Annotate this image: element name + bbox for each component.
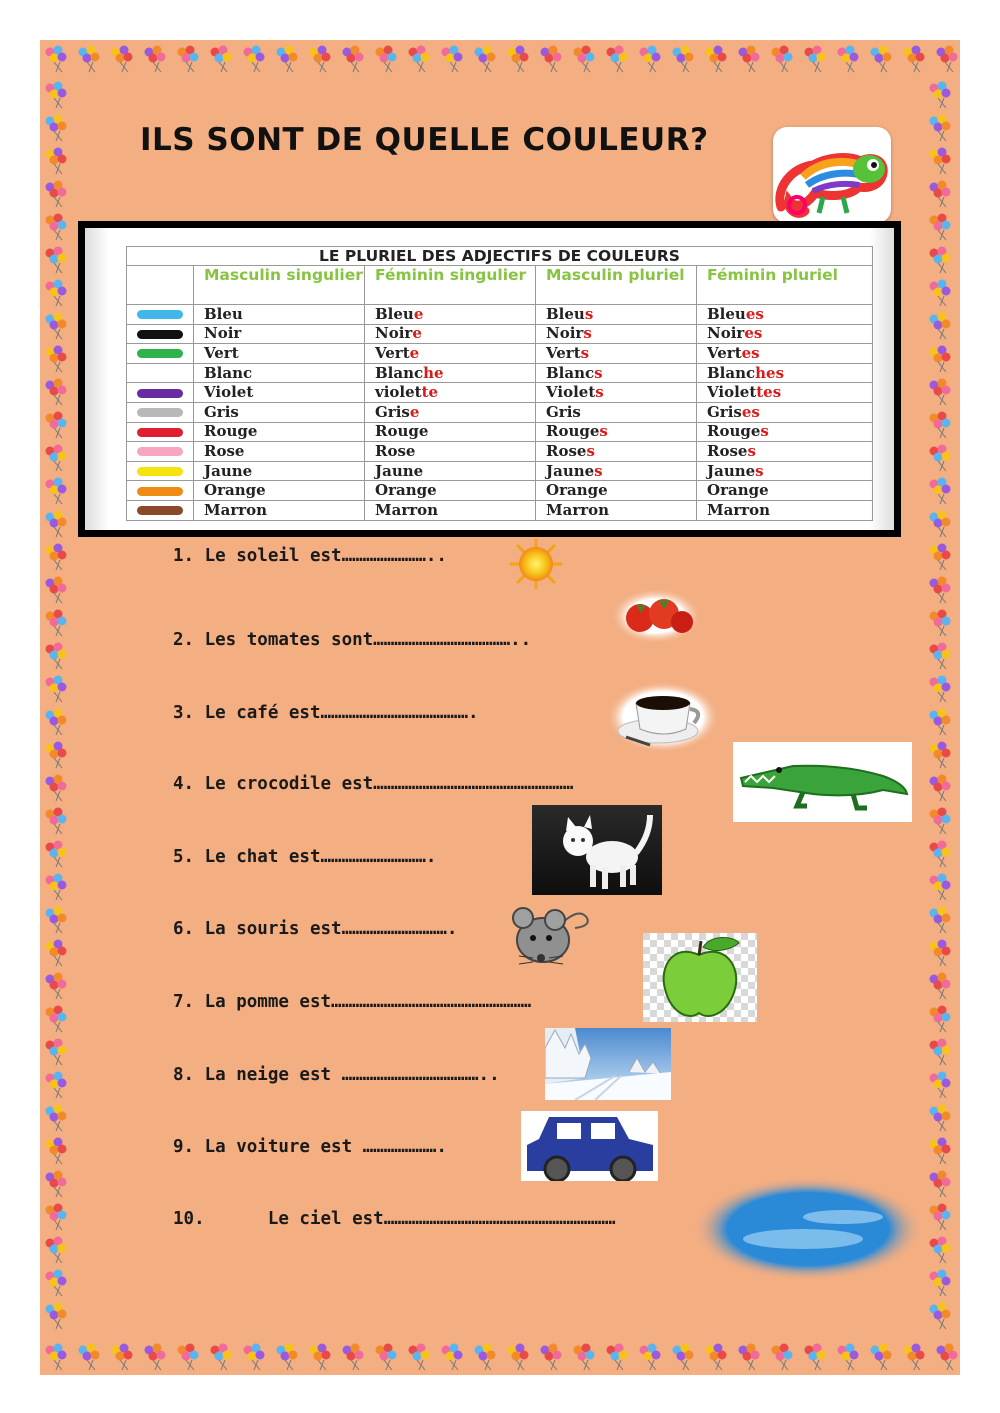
balloon-icon: [46, 643, 67, 670]
balloon-icon: [930, 346, 951, 373]
cell-masc-sing: Bleu: [194, 305, 365, 325]
cell-fem-sing: Noire: [365, 324, 536, 344]
table-row: [127, 442, 873, 462]
cell-masc-plur: Jaunes: [536, 461, 697, 481]
cell-fem-plur: Roses: [697, 442, 873, 462]
cell-fem-plur: Blanches: [697, 363, 873, 383]
balloon-icon: [673, 1344, 694, 1371]
balloon-icon: [541, 46, 562, 73]
balloon-icon: [904, 1344, 925, 1371]
balloon-icon: [46, 610, 67, 637]
ending-highlight: s: [760, 422, 769, 441]
balloon-icon: [930, 544, 951, 571]
color-swatch: [137, 349, 183, 358]
cell-fem-plur: Noires: [697, 324, 873, 344]
color-swatch: [137, 428, 183, 437]
balloon-icon: [930, 907, 951, 934]
balloon-icon: [46, 577, 67, 604]
balloon-icon: [46, 544, 67, 571]
mouse-image: [509, 896, 591, 974]
balloon-icon: [930, 478, 951, 505]
cell-fem-sing: Orange: [365, 481, 536, 501]
balloon-icon: [930, 709, 951, 736]
balloon-icon: [112, 46, 133, 73]
ending-highlight: s: [586, 441, 595, 460]
balloon-icon: [930, 1138, 951, 1165]
balloon-icon: [46, 775, 67, 802]
color-swatch: [137, 447, 183, 456]
ending-highlight: s: [594, 363, 603, 382]
balloon-icon: [930, 808, 951, 835]
balloon-icon: [46, 742, 67, 769]
balloon-icon: [930, 280, 951, 307]
balloon-icon: [930, 940, 951, 967]
balloon-icon: [871, 46, 892, 73]
ending-highlight: s: [584, 304, 594, 323]
cell-fem-sing: Rose: [365, 442, 536, 462]
ending-highlight: s: [747, 441, 756, 460]
balloon-icon: [178, 1344, 199, 1371]
balloon-icon: [46, 247, 67, 274]
balloon-icon: [930, 676, 951, 703]
balloon-icon: [930, 1072, 951, 1099]
balloon-icon: [376, 1344, 397, 1371]
cell-masc-plur: Rouges: [536, 422, 697, 442]
balloon-icon: [739, 46, 760, 73]
ending-highlight: s: [580, 343, 590, 362]
cell-masc-sing: Violet: [194, 383, 365, 403]
balloon-icon: [277, 46, 298, 73]
table-row: [127, 461, 873, 481]
white-cat-image: [532, 805, 662, 895]
color-table-frame: [78, 221, 901, 537]
balloon-icon: [46, 46, 67, 73]
balloon-icon: [930, 643, 951, 670]
cell-masc-plur: Bleus: [536, 305, 697, 325]
balloon-icon: [310, 1344, 331, 1371]
balloon-icon: [930, 1039, 951, 1066]
balloon-icon: [343, 46, 364, 73]
cell-fem-sing: Grise: [365, 402, 536, 422]
balloon-icon: [838, 46, 859, 73]
balloon-icon: [46, 181, 67, 208]
balloon-icon: [574, 1344, 595, 1371]
balloon-icon: [930, 1237, 951, 1264]
balloon-icon: [46, 346, 67, 373]
balloon-icon: [145, 1344, 166, 1371]
question-7: 7. La pomme est…………………………………………………: [173, 992, 532, 1012]
crocodile-image: [733, 742, 912, 822]
ending-highlight: es: [745, 304, 764, 323]
balloon-border-right: [924, 76, 960, 1338]
balloon-icon: [706, 46, 727, 73]
table-row: [127, 305, 873, 325]
table-row: [127, 324, 873, 344]
color-swatch: [137, 506, 183, 515]
cell-masc-plur: Violets: [536, 383, 697, 403]
balloon-icon: [46, 808, 67, 835]
balloon-icon: [574, 46, 595, 73]
balloon-icon: [904, 46, 925, 73]
balloon-icon: [46, 940, 67, 967]
balloon-icon: [508, 1344, 529, 1371]
balloon-icon: [930, 313, 951, 340]
cell-masc-plur: Gris: [536, 402, 697, 422]
ending-highlight: te: [421, 383, 439, 402]
balloon-icon: [930, 742, 951, 769]
header-masc-sing: Masculin singulier: [194, 266, 365, 305]
cell-masc-plur: Verts: [536, 344, 697, 364]
balloon-icon: [46, 445, 67, 472]
cell-fem-sing: Jaune: [365, 461, 536, 481]
ending-highlight: s: [599, 422, 608, 441]
balloon-icon: [46, 874, 67, 901]
question-2: 2. Les tomates sont…………………………………..: [173, 630, 532, 650]
ending-highlight: e: [412, 324, 422, 343]
balloon-icon: [706, 1344, 727, 1371]
balloon-icon: [607, 1344, 628, 1371]
balloon-icon: [930, 82, 951, 109]
color-adjectives-table: [126, 246, 873, 521]
balloon-icon: [277, 1344, 298, 1371]
ending-highlight: e: [409, 402, 420, 421]
question-8: 8. La neige est …………………………………..: [173, 1065, 500, 1085]
question-10: 10. Le ciel est…………………………………………………………: [173, 1209, 616, 1229]
cell-fem-plur: Orange: [697, 481, 873, 501]
balloon-icon: [937, 1344, 958, 1371]
balloon-icon: [409, 1344, 430, 1371]
cell-masc-sing: Gris: [194, 402, 365, 422]
ending-highlight: es: [741, 402, 760, 421]
balloon-icon: [640, 1344, 661, 1371]
balloon-icon: [244, 1344, 265, 1371]
balloon-icon: [46, 115, 67, 142]
cell-fem-plur: Rouges: [697, 422, 873, 442]
balloon-icon: [211, 46, 232, 73]
color-swatch: [137, 310, 183, 319]
balloon-icon: [343, 1344, 364, 1371]
cell-masc-plur: Noirs: [536, 324, 697, 344]
balloon-icon: [442, 46, 463, 73]
question-6: 6. La souris est………………………….: [173, 919, 458, 939]
balloon-icon: [673, 46, 694, 73]
balloon-icon: [46, 676, 67, 703]
coffee-image: [606, 681, 720, 753]
balloon-icon: [930, 577, 951, 604]
balloon-border-left: [40, 76, 76, 1338]
cell-masc-sing: Rose: [194, 442, 365, 462]
balloon-border-top: [40, 40, 960, 76]
balloon-icon: [178, 46, 199, 73]
cell-fem-plur: Jaunes: [697, 461, 873, 481]
balloon-icon: [46, 82, 67, 109]
balloon-icon: [930, 610, 951, 637]
question-4: 4. Le crocodile est…………………………………………………: [173, 774, 574, 794]
balloon-icon: [46, 709, 67, 736]
balloon-icon: [46, 511, 67, 538]
balloon-icon: [46, 1270, 67, 1297]
color-swatch: [137, 369, 183, 378]
table-row: [127, 344, 873, 364]
cell-fem-sing: violette: [365, 383, 536, 403]
balloon-icon: [805, 46, 826, 73]
balloon-icon: [46, 1072, 67, 1099]
balloon-icon: [409, 46, 430, 73]
color-swatch: [137, 487, 183, 496]
tomatoes-image: [610, 588, 702, 644]
balloon-icon: [930, 1105, 951, 1132]
balloon-icon: [930, 1006, 951, 1033]
cell-masc-plur: Blancs: [536, 363, 697, 383]
cell-masc-plur: Orange: [536, 481, 697, 501]
balloon-icon: [46, 1204, 67, 1231]
question-9: 9. La voiture est ………………….: [173, 1137, 447, 1157]
question-1: 1. Le soleil est……………………..: [173, 546, 447, 566]
table-row: [127, 422, 873, 442]
balloon-icon: [46, 214, 67, 241]
table-row: [127, 383, 873, 403]
balloon-icon: [930, 511, 951, 538]
balloon-icon: [930, 973, 951, 1000]
ending-highlight: s: [594, 461, 603, 480]
table-row: [127, 363, 873, 383]
cell-fem-plur: Bleues: [697, 305, 873, 325]
balloon-icon: [772, 46, 793, 73]
balloon-icon: [930, 1270, 951, 1297]
balloon-icon: [930, 181, 951, 208]
cell-fem-sing: Rouge: [365, 422, 536, 442]
balloon-icon: [112, 1344, 133, 1371]
snow-image: [545, 1028, 671, 1100]
balloon-icon: [930, 1204, 951, 1231]
ending-highlight: s: [583, 324, 592, 343]
balloon-icon: [805, 1344, 826, 1371]
table-caption: LE PLURIEL DES ADJECTIFS DE COULEURS: [127, 247, 873, 266]
ending-highlight: he: [423, 363, 444, 382]
ending-highlight: es: [744, 324, 763, 343]
balloon-icon: [930, 247, 951, 274]
cell-masc-sing: Blanc: [194, 363, 365, 383]
balloon-icon: [541, 1344, 562, 1371]
header-fem-sing: Féminin singulier: [365, 266, 536, 305]
balloon-icon: [46, 907, 67, 934]
cell-masc-sing: Orange: [194, 481, 365, 501]
balloon-icon: [310, 46, 331, 73]
ending-highlight: e: [409, 343, 420, 362]
cell-fem-plur: Violettes: [697, 383, 873, 403]
header-masc-plur: Masculin pluriel: [536, 266, 697, 305]
balloon-icon: [46, 280, 67, 307]
cell-fem-sing: Bleue: [365, 305, 536, 325]
cell-fem-plur: Marron: [697, 500, 873, 520]
balloon-icon: [211, 1344, 232, 1371]
ending-highlight: e: [413, 304, 424, 323]
balloon-icon: [46, 1039, 67, 1066]
cell-masc-sing: Noir: [194, 324, 365, 344]
balloon-icon: [930, 775, 951, 802]
balloon-icon: [930, 1171, 951, 1198]
ending-highlight: s: [595, 383, 604, 402]
color-swatch: [137, 389, 183, 398]
cell-masc-sing: Rouge: [194, 422, 365, 442]
balloon-icon: [46, 1105, 67, 1132]
balloon-icon: [46, 1138, 67, 1165]
balloon-icon: [930, 115, 951, 142]
chameleon-image: [773, 127, 891, 223]
balloon-icon: [930, 1303, 951, 1330]
balloon-icon: [772, 1344, 793, 1371]
cell-masc-plur: Roses: [536, 442, 697, 462]
balloon-icon: [46, 148, 67, 175]
balloon-icon: [475, 1344, 496, 1371]
cell-masc-plur: Marron: [536, 500, 697, 520]
balloon-icon: [46, 841, 67, 868]
balloon-icon: [79, 1344, 100, 1371]
cell-fem-sing: Verte: [365, 344, 536, 364]
balloon-icon: [739, 1344, 760, 1371]
page-title: ILS SONT DE QUELLE COULEUR?: [140, 122, 709, 158]
balloon-icon: [145, 46, 166, 73]
sun-image: [507, 537, 565, 591]
balloon-icon: [930, 445, 951, 472]
balloon-icon: [46, 1171, 67, 1198]
blue-car-image: [521, 1111, 658, 1181]
balloon-icon: [46, 379, 67, 406]
balloon-icon: [930, 841, 951, 868]
question-5: 5. Le chat est………………………….: [173, 847, 437, 867]
balloon-icon: [475, 46, 496, 73]
balloon-icon: [838, 1344, 859, 1371]
color-swatch: [137, 330, 183, 339]
balloon-icon: [46, 1303, 67, 1330]
balloon-icon: [46, 973, 67, 1000]
balloon-icon: [930, 148, 951, 175]
table-row: [127, 500, 873, 520]
balloon-icon: [376, 46, 397, 73]
ending-highlight: hes: [755, 363, 785, 382]
balloon-icon: [79, 46, 100, 73]
balloon-icon: [930, 412, 951, 439]
cell-fem-plur: Vertes: [697, 344, 873, 364]
green-apple-image: [643, 933, 757, 1022]
balloon-icon: [930, 379, 951, 406]
balloon-icon: [442, 1344, 463, 1371]
ending-highlight: s: [755, 461, 764, 480]
table-row: [127, 481, 873, 501]
balloon-icon: [46, 1344, 67, 1371]
balloon-icon: [937, 46, 958, 73]
balloon-icon: [46, 412, 67, 439]
cell-fem-sing: Marron: [365, 500, 536, 520]
balloon-icon: [930, 214, 951, 241]
cell-masc-sing: Vert: [194, 344, 365, 364]
balloon-icon: [930, 874, 951, 901]
balloon-icon: [607, 46, 628, 73]
cell-masc-sing: Marron: [194, 500, 365, 520]
balloon-icon: [871, 1344, 892, 1371]
sky-image: [693, 1177, 923, 1281]
color-swatch: [137, 467, 183, 476]
color-swatch: [137, 408, 183, 417]
balloon-icon: [46, 1006, 67, 1033]
question-3: 3. Le café est…………………………………….: [173, 703, 479, 723]
balloon-icon: [508, 46, 529, 73]
cell-fem-plur: Grises: [697, 402, 873, 422]
balloon-border-bottom: [40, 1338, 960, 1374]
ending-highlight: tes: [756, 383, 782, 402]
balloon-icon: [46, 1237, 67, 1264]
cell-fem-sing: Blanche: [365, 363, 536, 383]
header-fem-plur: Féminin pluriel: [697, 266, 873, 305]
table-row: [127, 402, 873, 422]
balloon-icon: [46, 313, 67, 340]
balloon-icon: [244, 46, 265, 73]
ending-highlight: es: [741, 343, 760, 362]
balloon-icon: [640, 46, 661, 73]
cell-masc-sing: Jaune: [194, 461, 365, 481]
balloon-icon: [46, 478, 67, 505]
